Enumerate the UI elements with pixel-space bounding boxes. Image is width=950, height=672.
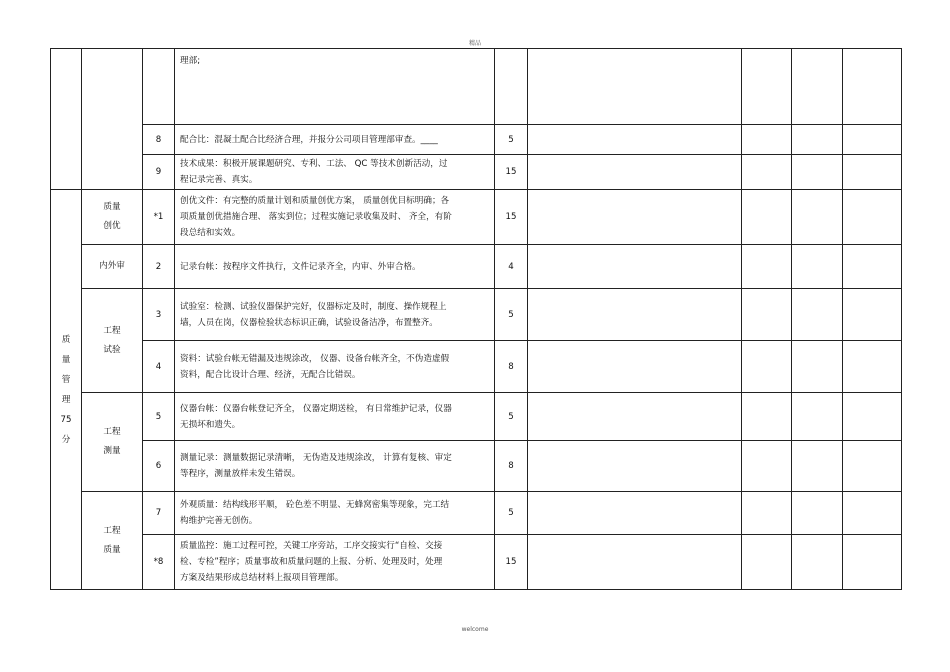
item-number: 8 — [143, 125, 175, 155]
table-row — [51, 441, 902, 492]
category-cell: 质 量 管 理 75 分 — [51, 190, 82, 590]
blank-cell — [792, 245, 843, 289]
blank-cell — [792, 155, 843, 190]
blank-cell — [843, 125, 902, 155]
blank-cell — [843, 245, 902, 289]
blank-cell — [843, 289, 902, 341]
table-row — [51, 49, 902, 125]
item-description: 配合比：混凝土配合比经济合理，并报分公司项目管理部审查。____ — [175, 125, 495, 155]
table-row — [51, 125, 902, 155]
blank-cell — [528, 190, 742, 245]
item-score: 5 — [495, 125, 528, 155]
blank-cell — [742, 125, 792, 155]
blank-cell — [528, 535, 742, 590]
item-number: 2 — [143, 245, 175, 289]
item-score: 15 — [495, 155, 528, 190]
item-score: 8 — [495, 341, 528, 393]
item-description: 质量监控：施工过程可控，关键工序旁站，工序交接实行“自检、交接 检、专检”程序；质量事故和质量问题的上报、分析、处理及时，处理 方案及结果形成总结材料上报项目管理部。 — [175, 535, 495, 590]
item-number: *1 — [143, 190, 175, 245]
blank-cell — [742, 155, 792, 190]
category-cell-top — [51, 49, 82, 190]
blank-cell — [528, 155, 742, 190]
blank-cell — [792, 190, 843, 245]
item-description: 创优文件：有完整的质量计划和质量创优方案， 质量创优目标明确；各 项质量创优措施合理、 落实到位；过程实施记录收集及时、 齐全，有阶 段总结和实效。 — [175, 190, 495, 245]
blank-cell — [742, 535, 792, 590]
item-number: *8 — [143, 535, 175, 590]
item-description: 试验室：检测、试验仪器保护完好，仪器标定及时，制度、操作规程上 墙，人员在岗，仪器检验状态标识正确，试验设备洁净，布置整齐。 — [175, 289, 495, 341]
blank-cell — [742, 49, 792, 125]
subcategory-quality-excellence: 质量 创优 — [82, 190, 143, 245]
page-header: 精品 — [468, 40, 481, 47]
blank-cell — [528, 492, 742, 535]
item-score: 15 — [495, 190, 528, 245]
item-number: 9 — [143, 155, 175, 190]
blank-cell — [528, 441, 742, 492]
blank-cell — [792, 393, 843, 441]
blank-cell — [843, 441, 902, 492]
item-description: 资料：试验台帐无错漏及违规涂改， 仪器、设备台帐齐全，不伪造虚假 资料，配合比设计合理、经济，无配合比错误。 — [175, 341, 495, 393]
blank-cell — [528, 341, 742, 393]
item-description: 记录台帐：按程序文件执行，文件记录齐全，内审、外审合格。 — [175, 245, 495, 289]
blank-cell — [843, 393, 902, 441]
subcategory-internal-audit: 内外审 — [82, 245, 143, 289]
blank-cell — [742, 393, 792, 441]
blank-cell — [792, 441, 843, 492]
blank-cell — [843, 492, 902, 535]
blank-cell — [528, 393, 742, 441]
item-score: 5 — [495, 289, 528, 341]
table-row — [51, 245, 902, 289]
blank-cell — [528, 289, 742, 341]
blank-cell — [792, 341, 843, 393]
item-score: 8 — [495, 441, 528, 492]
table-row — [51, 190, 902, 245]
subcategory-engineering-survey: 工程 测量 — [82, 393, 143, 492]
blank-cell — [843, 341, 902, 393]
table-row — [51, 155, 902, 190]
blank-cell — [528, 245, 742, 289]
item-score: 15 — [495, 535, 528, 590]
table-row — [51, 393, 902, 441]
blank-cell — [792, 289, 843, 341]
blank-cell — [843, 155, 902, 190]
item-number: 5 — [143, 393, 175, 441]
subcategory-engineering-test: 工程 试验 — [82, 289, 143, 393]
item-number: 3 — [143, 289, 175, 341]
subcategory-cell-top — [82, 49, 143, 190]
item-description: 仪器台帐：仪器台帐登记齐全， 仪器定期送检， 有日常维护记录，仪器 无损坏和遗失。 — [175, 393, 495, 441]
item-score: 5 — [495, 492, 528, 535]
evaluation-table — [50, 48, 902, 590]
blank-cell — [742, 245, 792, 289]
item-description: 技术成果：积极开展课题研究、专利、工法、 QC 等技术创新活动，过 程记录完善、真实。 — [175, 155, 495, 190]
table-row — [51, 341, 902, 393]
item-score: 4 — [495, 245, 528, 289]
blank-cell — [792, 535, 843, 590]
item-score — [495, 49, 528, 125]
item-number — [143, 49, 175, 125]
table-row — [51, 492, 902, 535]
blank-cell — [843, 190, 902, 245]
item-score: 5 — [495, 393, 528, 441]
subcategory-engineering-quality: 工程 质量 — [82, 492, 143, 590]
blank-cell — [528, 125, 742, 155]
blank-cell — [742, 289, 792, 341]
item-description: 理部; — [175, 49, 495, 125]
page-footer: welcome — [461, 626, 489, 633]
item-number: 6 — [143, 441, 175, 492]
blank-cell — [742, 341, 792, 393]
blank-cell — [843, 49, 902, 125]
blank-cell — [742, 441, 792, 492]
blank-cell — [742, 492, 792, 535]
blank-cell — [792, 125, 843, 155]
item-number: 4 — [143, 341, 175, 393]
item-description: 外观质量：结构线形平顺， 砼色差不明显、无蜂窝密集等现象，完工结 构维护完善无创伤。 — [175, 492, 495, 535]
item-number: 7 — [143, 492, 175, 535]
blank-cell — [742, 190, 792, 245]
table-row — [51, 535, 902, 590]
blank-cell — [843, 535, 902, 590]
blank-cell — [792, 49, 843, 125]
blank-cell — [792, 492, 843, 535]
table-row — [51, 289, 902, 341]
blank-cell — [528, 49, 742, 125]
item-description: 测量记录：测量数据记录清晰， 无伪造及违规涂改， 计算有复核、审定 等程序，测量放样未发生错误。 — [175, 441, 495, 492]
